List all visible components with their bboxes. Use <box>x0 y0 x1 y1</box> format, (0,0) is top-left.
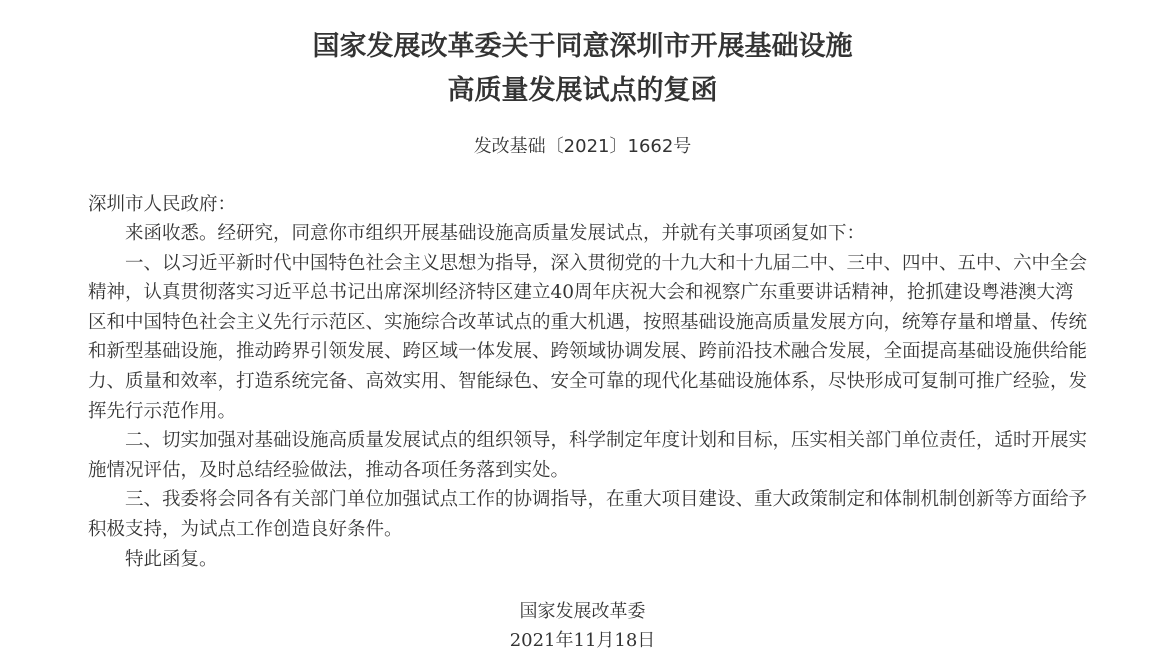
signature-organization: 国家发展改革委 <box>519 601 646 622</box>
paragraph-intro: 来函收悉。经研究，同意你市组织开展基础设施高质量发展试点，并就有关事项函复如下： <box>125 223 866 244</box>
signature-date: 2021年11月18日 <box>509 630 656 651</box>
paragraph-closing: 特此函复。 <box>125 548 218 570</box>
paragraph-item-1: 一、以习近平新时代中国特色社会主义思想为指导，深入贯彻党的十九大和十九届二中、三中、四中、五中、六中全会精神，认真贯彻落实习近平总书记出席深圳经济特区建立40周年庆祝大会和视察广东重要讲话精神，抢抓建设粤港澳大湾区和中国特色社会主义先行示范区、实施综合改革试点的重大机遇，按照基础设施高质量发展方向，统筹存量和增量、传统和新型基础设施，推动跨界引领发展、跨区域一体发展、跨领域协调发展、跨前沿技术融合发展，全面提高基础设施供给能力、质量和效率，打造系统完备、高效实用、智能绿色、安全可靠的现代化基础设施体系，尽快形成可复制可推广经验，发挥先行示范作用。 <box>88 252 1088 422</box>
paragraph-item-3: 三、我委将会同各有关部门单位加强试点工作的协调指导，在重大项目建设、重大政策制定和体制机制创新等方面给予积极支持，为试点工作创造良好条件。 <box>88 489 1088 540</box>
document-number: 发改基础〔2021〕1662号 <box>473 136 692 157</box>
document-title-line-1: 国家发展改革委关于同意深圳市开展基础设施 <box>312 31 853 62</box>
document-title-line-2: 高质量发展试点的复函 <box>447 75 718 106</box>
salutation: 深圳市人民政府： <box>88 194 237 215</box>
paragraph-item-2: 二、切实加强对基础设施高质量发展试点的组织领导，科学制定年度计划和目标，压实相关部门单位责任，适时开展实施情况评估，及时总结经验做法，推动各项任务落到实处。 <box>88 430 1088 481</box>
letter-body <box>88 219 1088 574</box>
